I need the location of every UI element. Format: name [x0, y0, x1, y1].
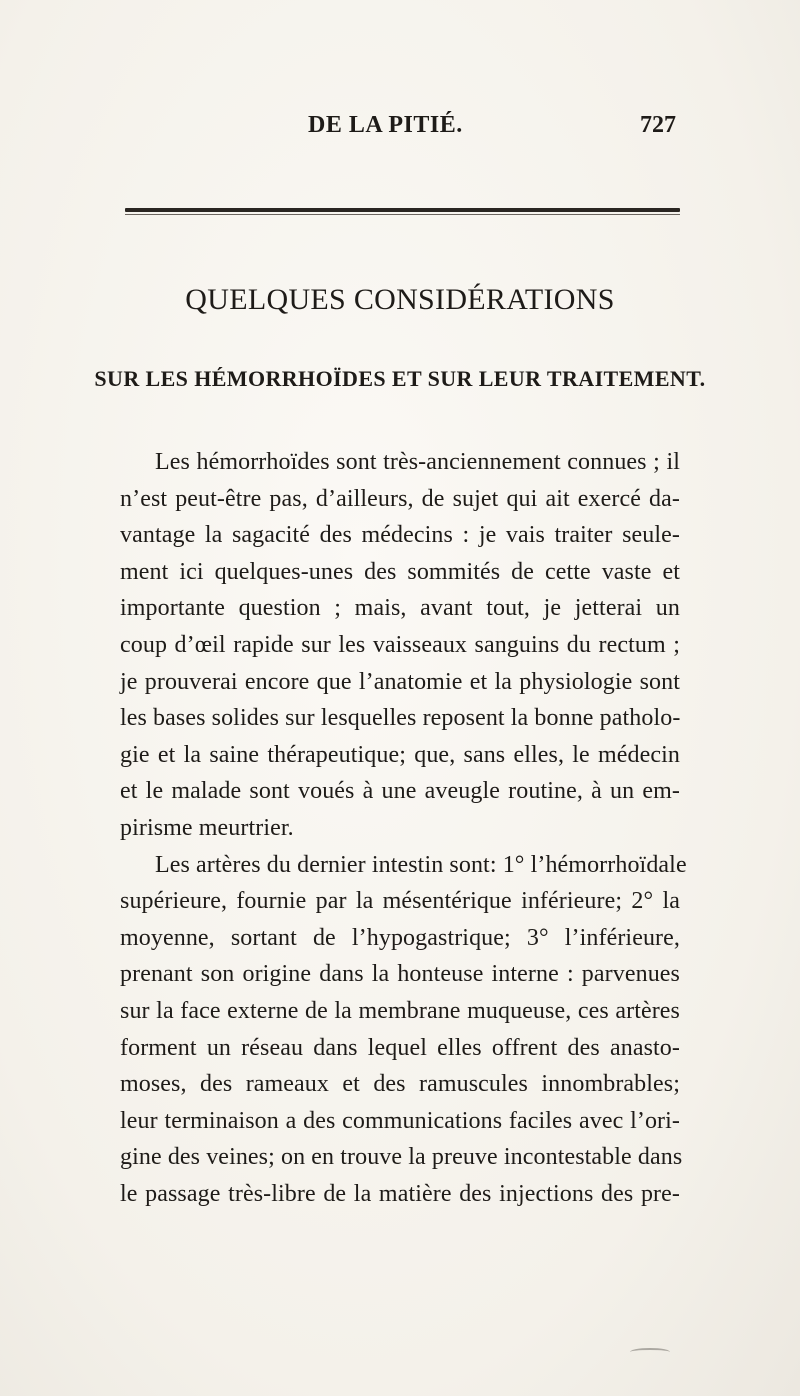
- text-line: ment ici quelques-unes des sommités de cette vaste et: [120, 558, 680, 585]
- text-line: gine des veines; on en trouve la preuve incontestable dans: [120, 1144, 683, 1171]
- article-title: QUELQUES CONSIDÉRATIONS: [185, 283, 615, 316]
- text-line: n’est peut-être pas, d’ailleurs, de sujet qui ait exercé da-: [120, 485, 680, 512]
- text-line: coup d’œil rapide sur les vaisseaux sanguins du rectum ;: [120, 631, 680, 658]
- text-line: et le malade sont voués à une aveugle routine, à un em-: [120, 778, 680, 805]
- text-line: Les artères du dernier intestin sont: 1° l’hémorrhoïdale: [155, 851, 687, 878]
- page-number: 727: [640, 112, 676, 138]
- text-line: sur la face externe de la membrane muqueuse, ces artères: [120, 997, 680, 1024]
- running-head: [120, 112, 680, 146]
- running-title: DE LA PITIÉ.: [308, 112, 463, 138]
- text-line: moyenne, sortant de l’hypogastrique; 3° l’inférieure,: [120, 924, 680, 951]
- text-line: Les hémorrhoïdes sont très-anciennement connues ; il: [155, 449, 680, 475]
- text-line: forment un réseau dans lequel elles offrent des anasto-: [120, 1034, 680, 1061]
- text-line: le passage très-libre de la matière des injections des pre-: [120, 1180, 680, 1207]
- text-line: pirisme meurtrier.: [120, 814, 294, 841]
- text-line: je prouverai encore que l’anatomie et la physiologie sont: [120, 668, 680, 695]
- text-line: moses, des rameaux et des ramuscules innombrables;: [120, 1071, 680, 1098]
- ink-smudge: [630, 1348, 670, 1356]
- text-line: importante question ; mais, avant tout, je jetterai un: [120, 595, 680, 622]
- text-line: les bases solides sur lesquelles reposent la bonne patholo-: [120, 705, 681, 732]
- article-subtitle: SUR LES HÉMORRHOÏDES ET SUR LEUR TRAITEMENT.: [94, 366, 706, 391]
- text-line: supérieure, fournie par la mésentérique inférieure; 2° la: [120, 888, 680, 915]
- text-line: prenant son origine dans la honteuse interne : parvenues: [120, 961, 680, 988]
- text-line: leur terminaison a des communications faciles avec l’ori-: [120, 1107, 680, 1134]
- body-text: [120, 444, 687, 1212]
- text-line: vantage la sagacité des médecins : je vais traiter seule-: [120, 522, 680, 549]
- text-line: gie et la saine thérapeutique; que, sans elles, le médecin: [120, 741, 680, 768]
- header-rule: [125, 208, 680, 212]
- header-rule-thin: [125, 214, 680, 215]
